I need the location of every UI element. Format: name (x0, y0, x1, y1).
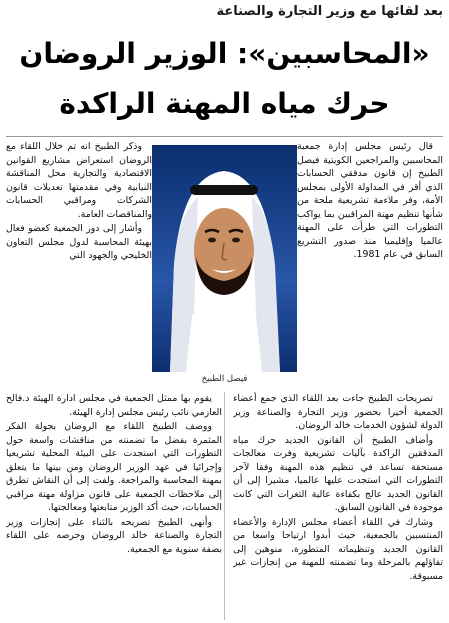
headline-line-1: «المحاسبين»: الوزير الروضان (19, 37, 430, 70)
right-eye (232, 238, 240, 243)
headline-divider (6, 136, 443, 137)
headline-line-2: حرك مياه المهنة الراكدة (59, 87, 390, 120)
paragraph: يقوم بها ممثل الجمعية في مجلس ادارة الهيئة د.فالح العازمي نائب رئيس مجلس إدارة الهيئة. (6, 393, 222, 418)
portrait-illustration (152, 145, 297, 372)
portrait-photo (152, 145, 297, 372)
left-eye (208, 238, 216, 243)
photo-caption: فيصل الطبيخ (201, 374, 248, 384)
paragraph: قال رئيس مجلس إدارة جمعية المحاسبين والمراجعين الكويتية فيصل الطبيخ إن قانون مدققي الحسابات الذي أقر في المداولة الأولى بمجلس الأمة، وفر ملاءمة تشريعية ملحة من شأنها تنظيم مهنة المراقبين بما يواكب التطورات التي طرأت على المهنة عالميا وإقليميا منذ صدور التشريع السابق في عام 1981. (297, 141, 443, 260)
paragraph: وأضاف الطبيخ أن القانون الجديد حرك مياه المدققين الراكدة بآليات تشريعية وفرت معالجات مستحقة تساعد في تنظيم هذه المهنة وفقا لآخر التطورات التي استجدت عليها عالميا، مشيرا إلى أن القانون الجديد عالج بكفاءة عالية الثغرات التي كانت موجودة في القانون السابق. (233, 434, 443, 513)
column-divider (224, 392, 225, 620)
column-left-top (6, 140, 152, 388)
column-right-top (297, 140, 443, 388)
paragraph: وذكر الطبيخ انه تم خلال اللقاء مع الروضان استعراض مشاريع القوانين الاقتصادية والتجارية محل المناقشة النيابية وفي مقدمتها تعديلات قانون الشركات ومراقبي الحسابات والمناقصات العامة. (6, 141, 152, 220)
paragraph: وأشار إلى دور الجمعية كعضو فعال بهيئة المحاسبة لدول مجلس التعاون الخليجي والجهود التي (6, 223, 152, 261)
paragraph: وشارك في اللقاء أعضاء مجلس الإدارة والأعضاء المنتسبين بالجمعية، حيث أبدوا ارتياحا واسعا من القانون الجديد وتنظيماته المتطورة، منوهين إلى تفاؤلهم بالمرحلة وما تضمنته للمهنة من إنجازات غير مسبوقة. (233, 516, 443, 582)
paragraph: تصريحات الطبيخ جاءت بعد اللقاء الذي جمع أعضاء الجمعية أخيرا بحضور وزير التجارة والصناعة وزير الدولة لشؤون الخدمات خالد الروضان. (233, 393, 443, 431)
dishdasha-collar (186, 310, 262, 372)
article-kicker: بعد لقائها مع وزير التجارة والصناعة (216, 4, 443, 19)
column-right-bottom (233, 392, 443, 620)
column-left-bottom (6, 392, 222, 620)
agal-band (190, 185, 258, 195)
paragraph: وأنهى الطبيخ تصريحه بالثناء على إنجازات وزير التجارة والصناعة خالد الروضان وحرصه على اللقاء بصفة سنوية مع الجمعية. (6, 516, 222, 555)
paragraph: ووصف الطبيخ اللقاء مع الروضان بجولة الفكر المثمرة بفضل ما تضمنته من مناقشات واسعة حول التطورات التي استجدت على البيئة المحلية تشريعيا وإجرائيا في عهد الوزير الروضان ومن بينها ما يتعلق بمهنة المحاسبة والمراجعة. ولفت إلى أن النقاش تطرق إلى ملاحظات الجمعية على قانون مزاولة مهنة مراقبي الحسابات، حيث أكد الوزير متابعتها ومعالجتها. (6, 421, 222, 513)
